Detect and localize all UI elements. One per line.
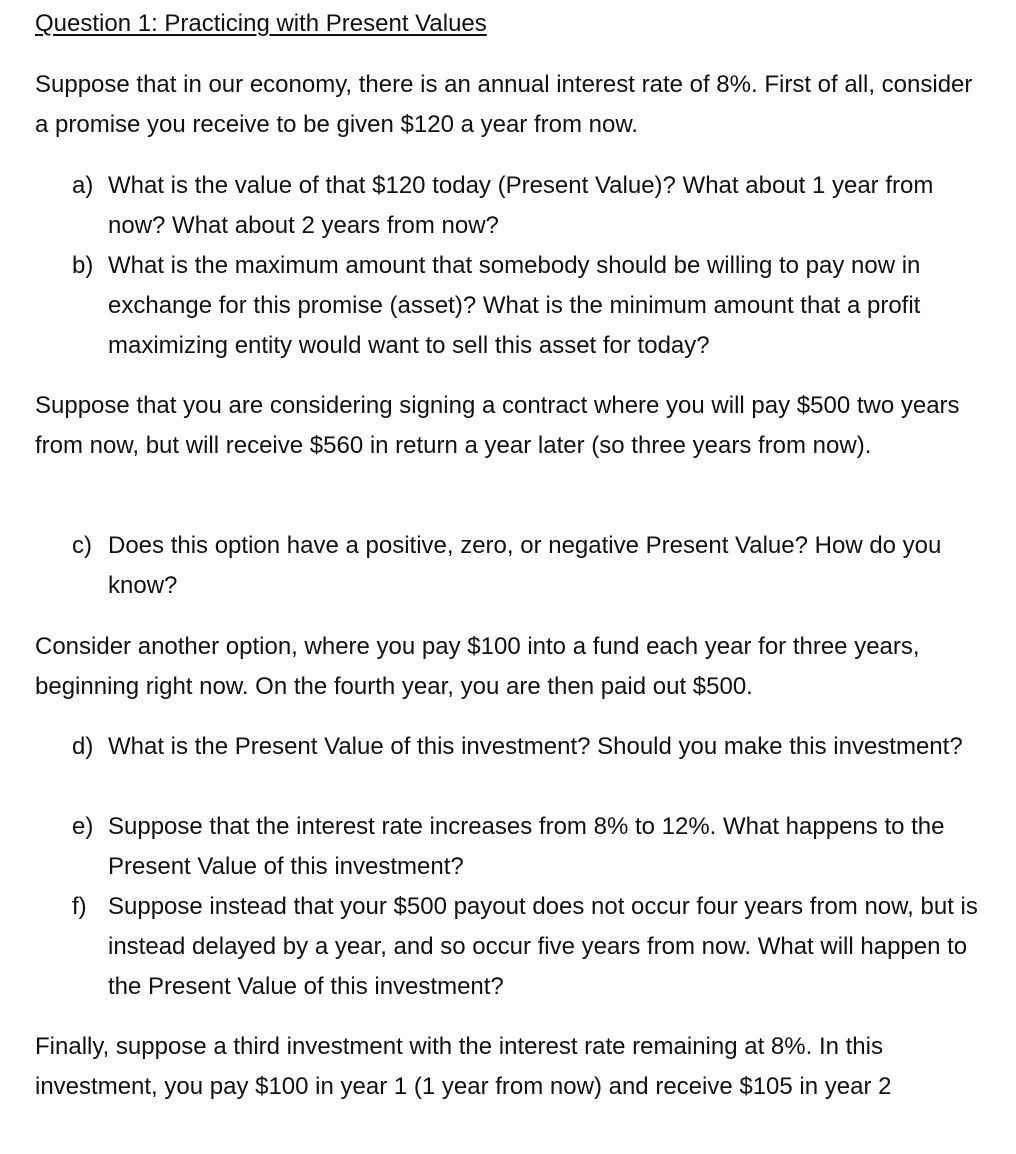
question-item-f xyxy=(72,887,982,1007)
item-label: d) xyxy=(72,733,94,760)
item-text: What is the Present Value of this investment? Should you make this investment? xyxy=(108,733,963,760)
final-paragraph: Finally, suppose a third investment with the interest rate remaining at 8%. In this investment, you pay $100 in year 1 (1 year from now) and receive $105 in year 2 xyxy=(35,1033,892,1100)
question-item-c xyxy=(72,526,982,606)
contract-paragraph: Suppose that you are considering signing a contract where you will pay $500 two years from now, but will receive $560 in return a year later (so three years from now). xyxy=(35,392,960,459)
item-text: What is the value of that $120 today (Present Value)? What about 1 year from now? What about 2 years from now? xyxy=(108,172,934,239)
question-item-d xyxy=(72,727,982,767)
intro-paragraph: Suppose that in our economy, there is an annual interest rate of 8%. First of all, consider a promise you receive to be given $120 a year from now. xyxy=(35,71,973,138)
item-label: b) xyxy=(72,252,94,279)
item-text: Suppose instead that your $500 payout does not occur four years from now, but is instead delayed by a year, and so occur five years from now. What will happen to the Present Value of this investment? xyxy=(108,893,978,1000)
item-label: c) xyxy=(72,532,92,559)
item-label: f) xyxy=(72,893,87,920)
item-label: e) xyxy=(72,813,94,840)
item-label: a) xyxy=(72,172,94,199)
question-item-b xyxy=(72,246,982,366)
item-text: What is the maximum amount that somebody should be willing to pay now in exchange for this promise (asset)? What is the minimum amount that a profit maximizing entity would want to sell this asset for today? xyxy=(108,252,921,359)
question-item-a xyxy=(72,166,982,246)
item-text: Suppose that the interest rate increases from 8% to 12%. What happens to the Present Value of this investment? xyxy=(108,813,945,880)
item-text: Does this option have a positive, zero, or negative Present Value? How do you know? xyxy=(108,532,942,599)
question-item-e xyxy=(72,807,982,887)
question-title: Question 1: Practicing with Present Values xyxy=(35,10,487,37)
fund-paragraph: Consider another option, where you pay $100 into a fund each year for three years, beginning right now. On the fourth year, you are then paid out $500. xyxy=(35,633,920,700)
